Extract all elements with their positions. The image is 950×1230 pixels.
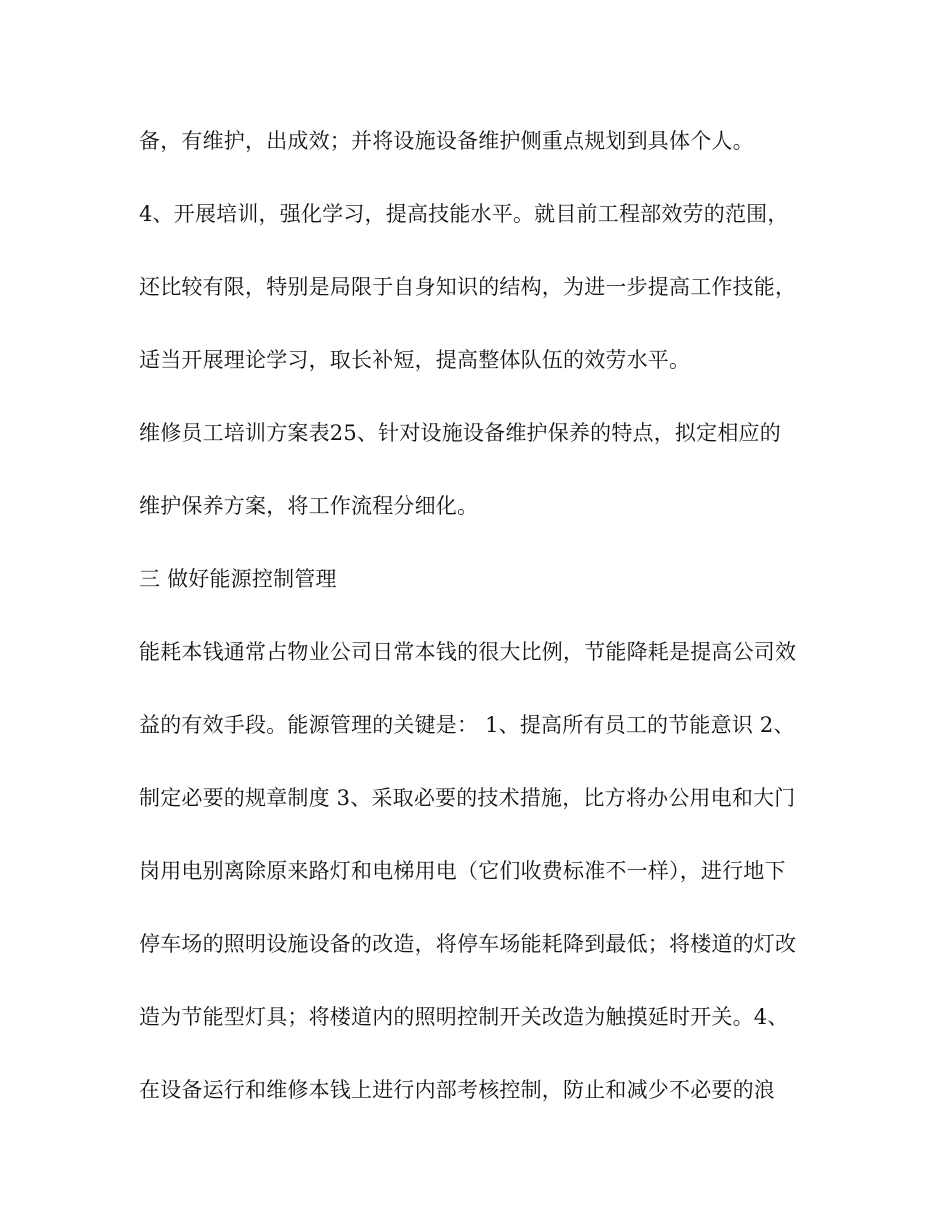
- text-line: 4、开展培训，强化学习，提高技能水平。就目前工程部效劳的范围，: [139, 202, 789, 226]
- text-line: 停车场的照明设施设备的改造，将停车场能耗降到最低；将楼道的灯改: [139, 932, 797, 956]
- text-line: 能耗本钱通常占物业公司日常本钱的很大比例，节能降耗是提高公司效: [139, 640, 797, 664]
- text-line: 维修员工培训方案表25、针对设施设备维护保养的特点，拟定相应的: [139, 421, 781, 445]
- text-line: 还比较有限，特别是局限于自身知识的结构，为进一步提高工作技能，: [139, 275, 797, 299]
- text-line: 制定必要的规章制度 3、采取必要的技术措施，比方将办公用电和大门: [139, 786, 796, 810]
- section-heading: 三 做好能源控制管理: [139, 567, 337, 591]
- text-line: 备，有维护，出成效；并将设施设备维护侧重点规划到具体个人。: [139, 129, 754, 153]
- text-line: 岗用电别离除原来路灯和电梯用电（它们收费标准不一样），进行地下: [139, 859, 786, 883]
- text-line: 造为节能型灯具；将楼道内的照明控制开关改造为触摸延时开关。4、: [139, 1005, 789, 1029]
- text-line: 在设备运行和维修本钱上进行内部考核控制，防止和减少不必要的浪: [139, 1078, 775, 1102]
- text-line: 适当开展理论学习，取长补短，提高整体队伍的效劳水平。: [139, 348, 691, 372]
- text-line: 益的有效手段。能源管理的关键是： 1、提高所有员工的节能意识 2、: [139, 713, 795, 737]
- text-line: 维护保养方案，将工作流程分细化。: [139, 494, 479, 518]
